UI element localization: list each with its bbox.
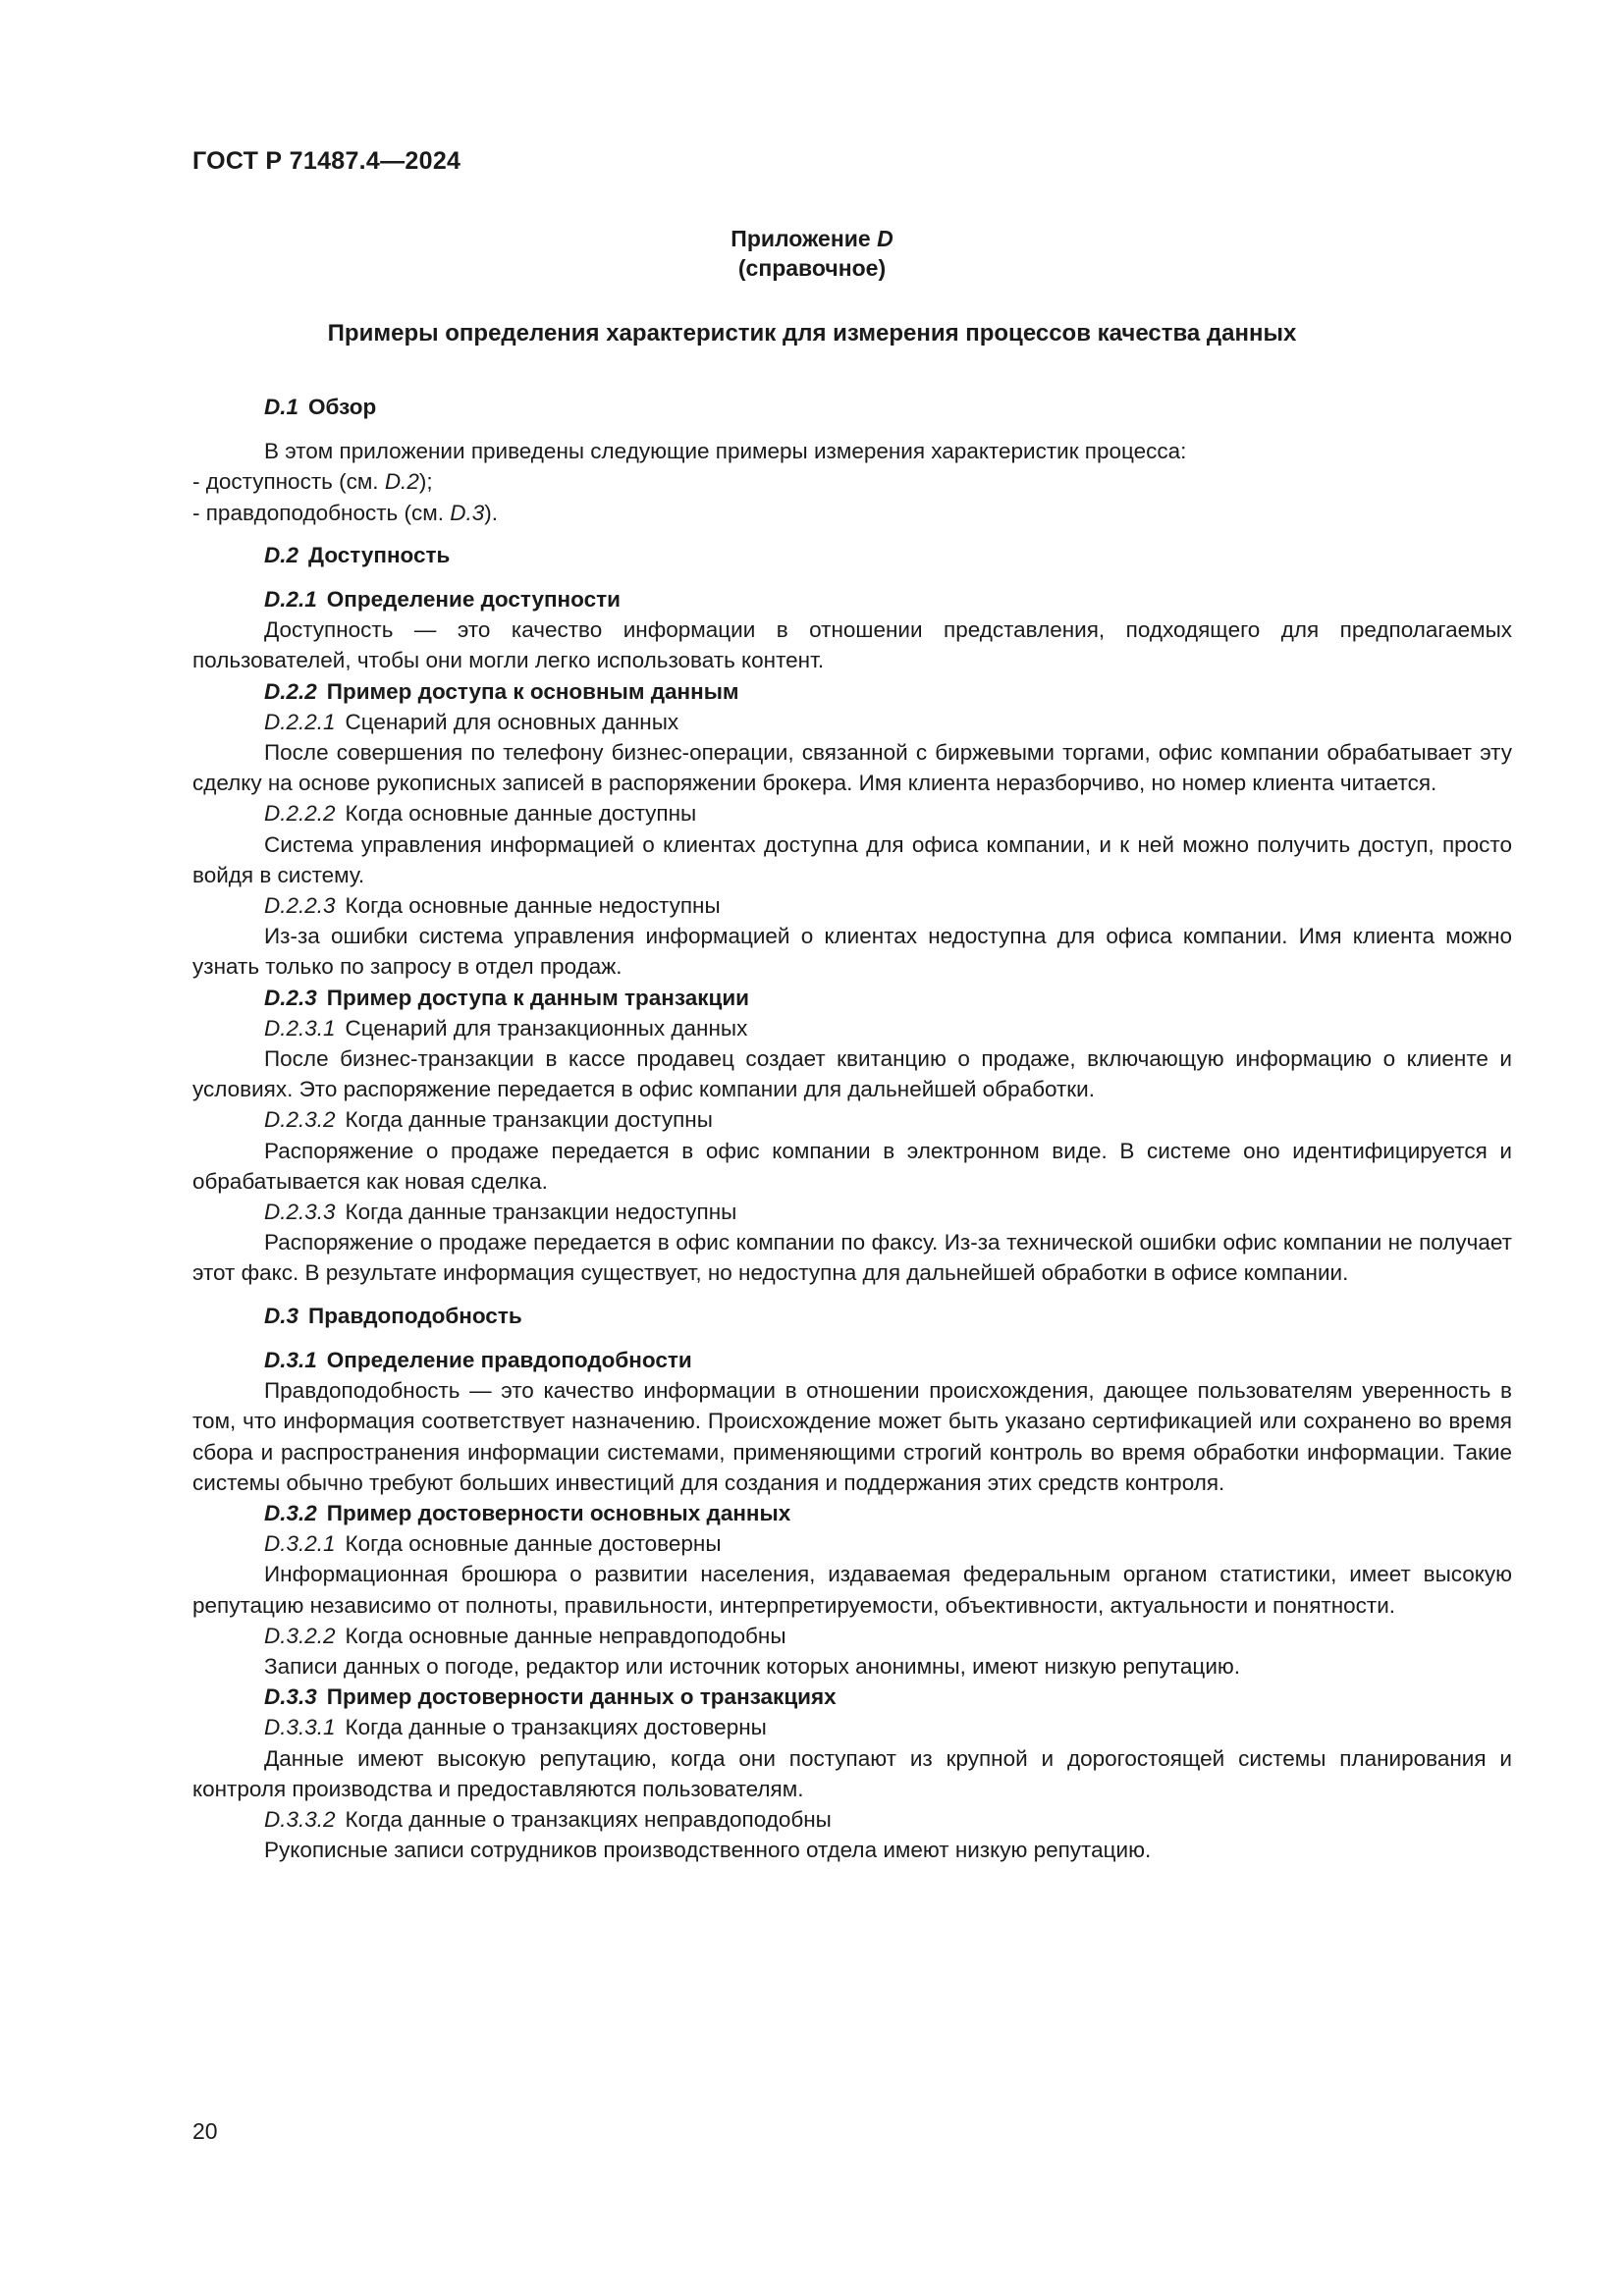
clause-heading-d332: D.3.3.2 Когда данные о транзакциях неправдоподобны bbox=[264, 1806, 832, 1832]
page-number: 20 bbox=[192, 2118, 218, 2144]
appendix-heading bbox=[0, 224, 1624, 283]
clause-heading-d321: D.3.2.1 Когда основные данные достоверны bbox=[264, 1531, 722, 1557]
clause-heading-d222: D.2.2.2 Когда основные данные доступны bbox=[264, 801, 697, 827]
paragraph: Информационная брошюра о развитии населения, издаваемая федеральным органом статистики, имеет высокую репутацию независимо от полноты, правильности, интерпретируемости, объективности, актуальности и понятности. bbox=[192, 1562, 1512, 1618]
subsection-heading-d32: D.3.2 Пример достоверности основных данных bbox=[264, 1500, 791, 1525]
paragraph: Из-за ошибки система управления информацией о клиентах недоступна для офиса компании. Имя клиента можно узнать только по запросу в отдел продаж. bbox=[192, 924, 1512, 980]
appendix-label: Приложение D bbox=[731, 226, 893, 251]
section-heading-d3: D.3 Правдоподобность bbox=[264, 1303, 522, 1328]
subsection-heading-d23: D.2.3 Пример доступа к данным транзакции bbox=[264, 985, 749, 1010]
subsection-heading-d21: D.2.1 Определение доступности bbox=[264, 587, 621, 613]
clause-heading-d232: D.2.3.2 Когда данные транзакции доступны bbox=[264, 1107, 713, 1133]
paragraph: Правдоподобность — это качество информации в отношении происхождения, дающее пользователям уверенность в том, что информация соответствует назначению. Происхождение может быть указано сертификацией или сохранено во время сбора и распространения информации системами, применяющими строгий контроль во время обработки информации. Такие системы обычно требуют больших инвестиций для создания и поддержания этих средств контроля. bbox=[192, 1378, 1512, 1495]
subsection-heading-d31: D.3.1 Определение правдоподобности bbox=[264, 1347, 692, 1372]
list-item: - доступность (см. D.2); bbox=[192, 469, 433, 495]
section-d1-intro: В этом приложении приведены следующие примеры измерения характеристик процесса: bbox=[264, 439, 1187, 464]
subsection-heading-d33: D.3.3 Пример достоверности данных о транзакциях bbox=[264, 1684, 837, 1710]
paragraph: Система управления информацией о клиентах доступна для офиса компании, и к ней можно получить доступ, просто войдя в систему. bbox=[192, 831, 1512, 887]
paragraph: После совершения по телефону бизнес-операции, связанной с биржевыми торгами, офис компании обрабатывает эту сделку на основе рукописных записей в распоряжении брокера. Имя клиента неразборчиво, но номер клиента читается. bbox=[192, 740, 1512, 796]
document-header: ГОСТ Р 71487.4—2024 bbox=[192, 147, 461, 175]
section-heading-d2: D.2 Доступность bbox=[264, 542, 451, 567]
list-item: - правдоподобность (см. D.3). bbox=[192, 500, 498, 525]
paragraph: Распоряжение о продаже передается в офис компании в электронном виде. В системе оно идентифицируется и обрабатывается как новая сделка. bbox=[192, 1138, 1512, 1194]
document-body bbox=[192, 392, 1512, 1865]
appendix-kind: (справочное) bbox=[737, 255, 887, 281]
clause-heading-d221: D.2.2.1 Сценарий для основных данных bbox=[264, 709, 679, 734]
section-heading-d1: D.1 Обзор bbox=[264, 395, 377, 419]
clause-heading-d223: D.2.2.3 Когда основные данные недоступны bbox=[264, 893, 721, 919]
clause-heading-d331: D.3.3.1 Когда данные о транзакциях достоверны bbox=[264, 1715, 767, 1740]
clause-heading-d231: D.2.3.1 Сценарий для транзакционных данных bbox=[264, 1015, 748, 1041]
appendix-title: Примеры определения характеристик для измерения процессов качества данных bbox=[327, 320, 1297, 347]
paragraph: Распоряжение о продаже передается в офис компании по факсу. Из-за технической ошибки офис компании не получает этот факс. В результате информация существует, но недоступна для дальнейшей обработки в офисе компании. bbox=[192, 1230, 1512, 1286]
paragraph: Рукописные записи сотрудников производственного отдела имеют низкую репутацию. bbox=[264, 1838, 1152, 1863]
clause-heading-d322: D.3.2.2 Когда основные данные неправдоподобны bbox=[264, 1623, 786, 1648]
paragraph: После бизнес-транзакции в кассе продавец создает квитанцию о продаже, включающую информацию о клиенте и условиях. Это распоряжение передается в офис компании для дальнейшей обработки. bbox=[192, 1046, 1512, 1102]
clause-heading-d233: D.2.3.3 Когда данные транзакции недоступны bbox=[264, 1200, 737, 1225]
paragraph: Записи данных о погоде, редактор или источник которых анонимны, имеют низкую репутацию. bbox=[264, 1653, 1241, 1679]
paragraph: Доступность — это качество информации в отношении представления, подходящего для предполагаемых пользователей, чтобы они могли легко использовать контент. bbox=[192, 617, 1512, 673]
subsection-heading-d22: D.2.2 Пример доступа к основным данным bbox=[264, 678, 739, 704]
paragraph: Данные имеют высокую репутацию, когда они поступают из крупной и дорогостоящей системы планирования и контроля производства и предоставляются пользователям. bbox=[192, 1745, 1512, 1801]
